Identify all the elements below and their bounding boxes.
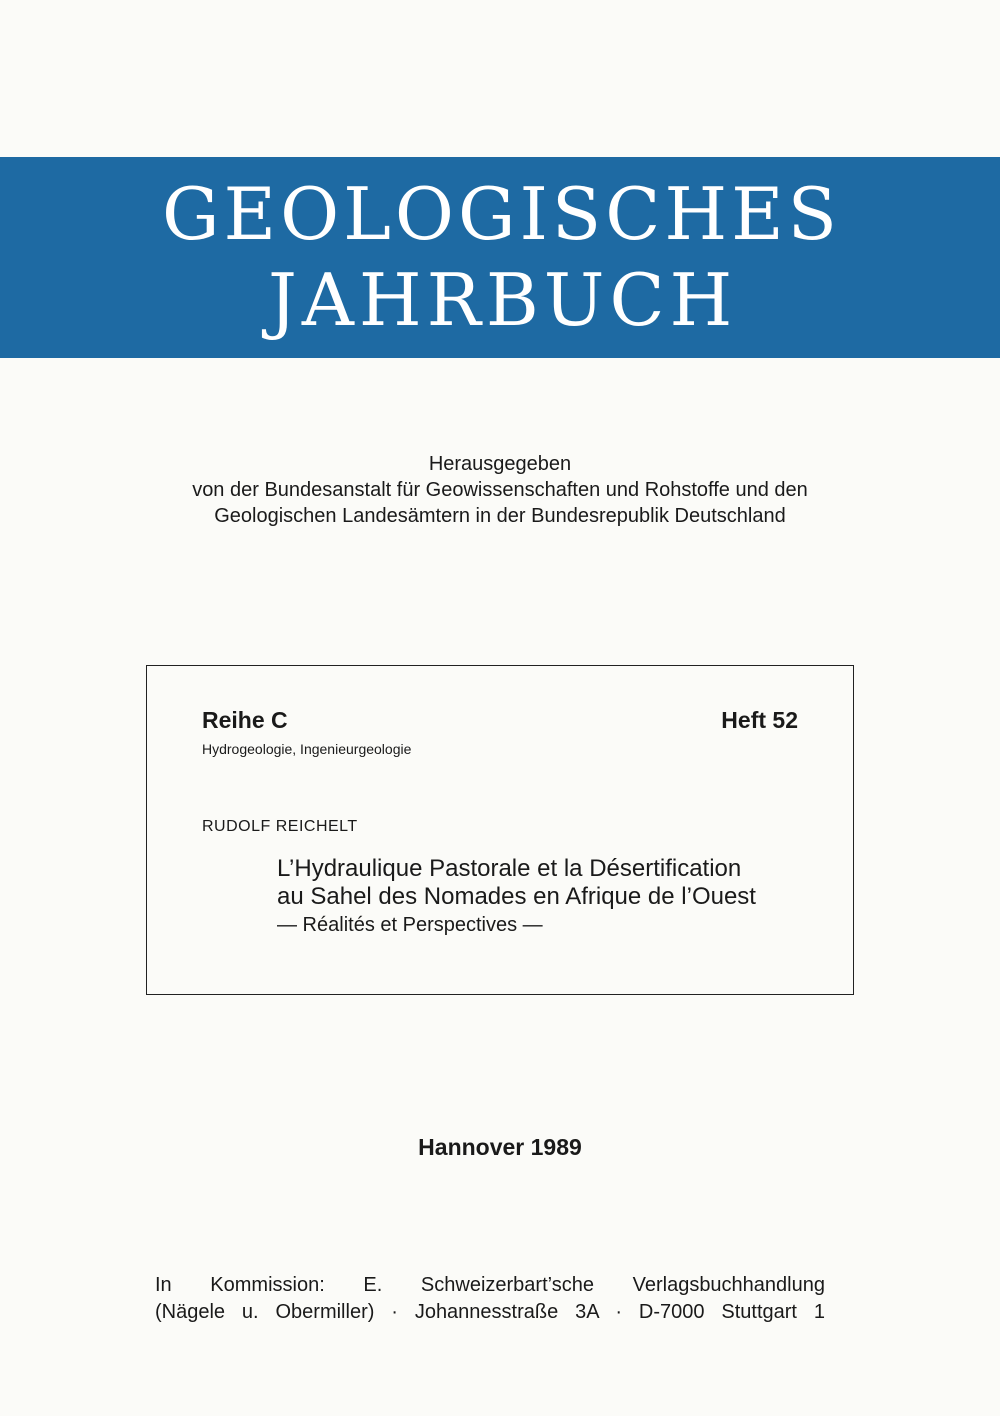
publisher-line1: Herausgegeben: [428, 453, 572, 475]
publisher-line2: von der Bundesanstalt für Geowissenschaften und Rohstoffe und den: [192, 479, 808, 501]
journal-title-line2: JAHRBUCH: [268, 258, 738, 342]
journal-title-line1: GEOLOGISCHES: [162, 172, 841, 256]
publisher-block: [0, 451, 1000, 529]
work-title-line2: au Sahel des Nomades en Afrique de l’Ouest: [277, 883, 756, 910]
work-subtitle: — Réalités et Perspectives —: [277, 914, 543, 936]
series-box: [146, 665, 854, 995]
author-name: RUDOLF REICHELT: [202, 818, 358, 835]
work-title-line1: L’Hydraulique Pastorale et la Désertification: [277, 855, 742, 882]
place-year: Hannover 1989: [418, 1134, 582, 1160]
publisher-line3: Geologischen Landesämtern in der Bundesrepublik Deutschland: [214, 505, 786, 527]
series-reihe-subtitle: Hydrogeologie, Ingenieurgeologie: [202, 741, 412, 757]
series-reihe: Reihe C: [202, 707, 288, 733]
commission-line2: (Nägele u. Obermiller) · Johannesstraße 3A · D-7000 Stuttgart 1: [155, 1301, 825, 1323]
commission-line1: In Kommission: E. Schweizerbart’sche Verlagsbuchhandlung: [155, 1274, 825, 1296]
commission-block: [155, 1272, 825, 1326]
series-heft: Heft 52: [721, 707, 798, 733]
work-title: [277, 855, 756, 911]
